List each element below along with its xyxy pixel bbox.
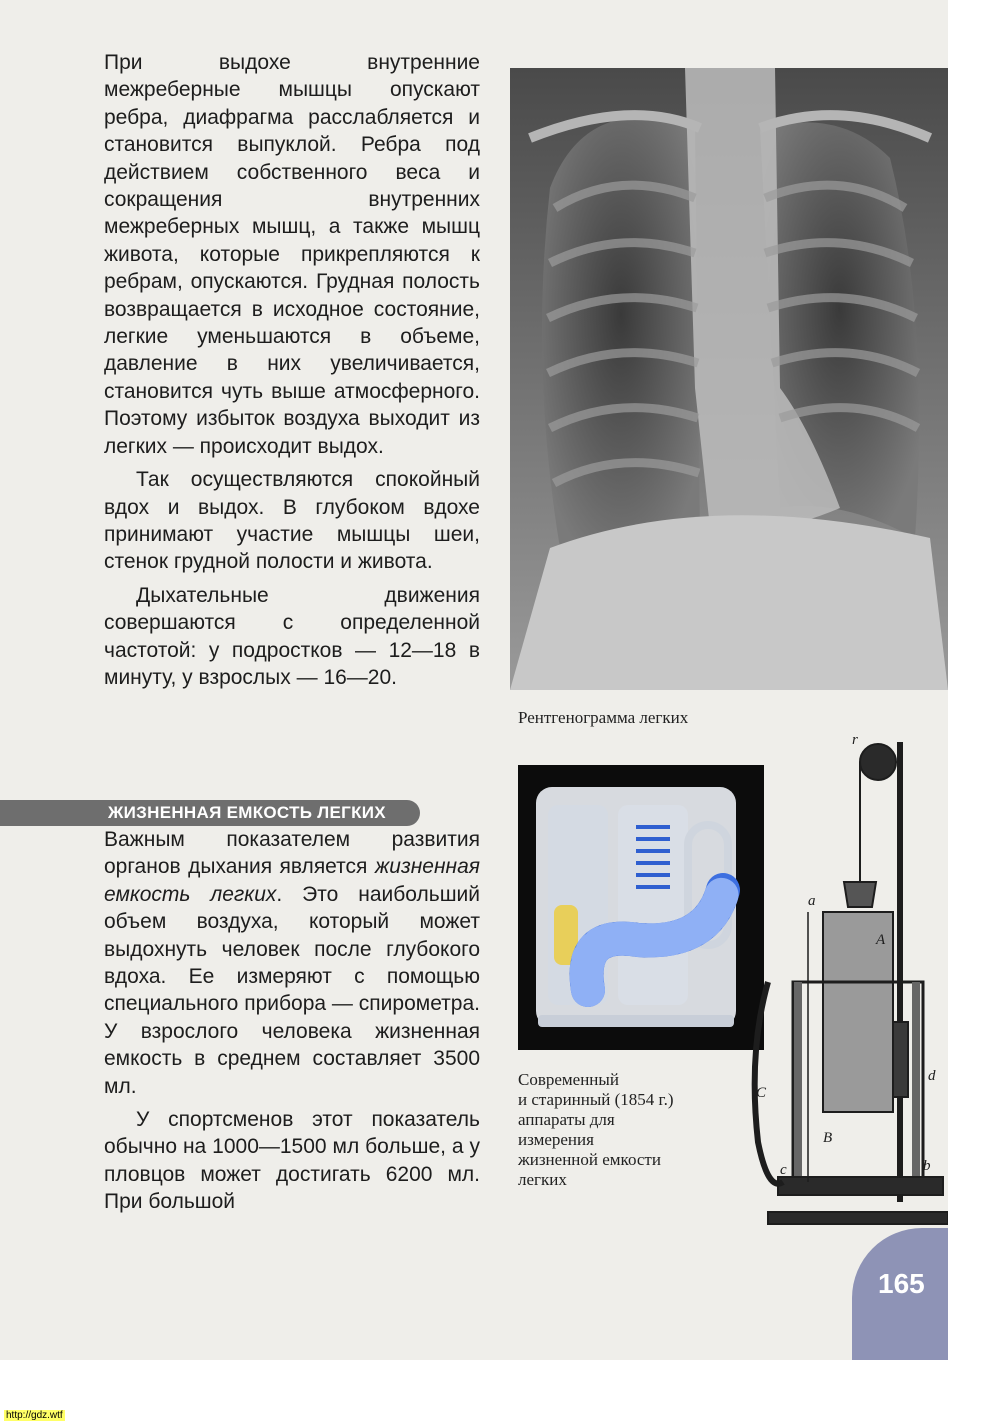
label-c: c xyxy=(780,1162,787,1178)
label-A: A xyxy=(876,932,886,948)
caption-spirometers xyxy=(518,1070,748,1190)
vital-capacity-lead: Важным показателем развития органов дыхания является xyxy=(104,828,480,879)
label-B: B xyxy=(823,1130,833,1146)
page-number: 165 xyxy=(878,1268,925,1299)
caption-xray: Рентгенограмма легких xyxy=(518,708,689,727)
label-b: b xyxy=(923,1158,931,1174)
watermark-link[interactable]: http://gdz.wtf xyxy=(6,1410,63,1421)
caption-line: Современный xyxy=(518,1070,619,1089)
vital-capacity-term: жизненная емкость легких xyxy=(104,855,480,906)
section-heading-bar xyxy=(0,800,420,826)
caption-line: и старинный (1854 г.) xyxy=(518,1090,674,1109)
text-column-bottom xyxy=(104,826,480,1216)
old-spirometer-image xyxy=(748,722,948,1232)
modern-spirometer-drawing xyxy=(518,765,764,1050)
old-spirometer-drawing xyxy=(748,722,948,1232)
vital-capacity-rest: . Это наибольший объем воздуха, который может выдохнуть человек после глубокого вдоха. Ее измеряют с помощью специального прибора — спирометра. У взрослого человека жизненная емкость в среднем составляет 3500 мл. xyxy=(104,882,481,1098)
paragraph-athletes: У спортсменов этот показатель обычно на 1000—1500 мл больше, а у пловцов может достигать 6200 мл. При большой xyxy=(104,1108,480,1214)
caption-line: аппараты для xyxy=(518,1110,615,1129)
paragraph-frequency: Дыхательные движения совершаются с определенной частотой: у подростков — 12—18 в минуту, у взрослых — 16—20. xyxy=(104,583,480,689)
label-a: a xyxy=(808,893,816,909)
caption-line: жизненной емкости xyxy=(518,1150,661,1169)
label-pulley: r xyxy=(852,732,858,748)
caption-line: легких xyxy=(518,1170,567,1189)
section-heading: ЖИЗНЕННАЯ ЕМКОСТЬ ЛЕГКИХ xyxy=(108,803,386,822)
caption-line: измерения xyxy=(518,1130,594,1149)
modern-spirometer-image xyxy=(518,765,764,1050)
paragraph-vital-capacity xyxy=(104,826,480,1100)
chest-xray-drawing xyxy=(510,68,948,690)
chest-xray-image xyxy=(510,68,948,690)
paragraph-exhale: При выдохе внутренние межреберные мышцы опускают ребра, диафрагма расслабляется и становится выпуклой. Ребра под действием собственного веса и сокращения внутренних межреберных мышц, а также мышц живота, которые прикрепляются к ребрам, опускаются. Грудная полость возвращается в исходное состояние, легкие уменьшаются в объеме, давление в них увеличивается, становится чуть выше атмосферного. Поэтому избыток воздуха выходит из легких — происходит выдох. xyxy=(104,51,480,458)
label-d: d xyxy=(928,1068,936,1084)
text-column-top xyxy=(104,49,480,691)
label-C: C xyxy=(756,1085,767,1101)
paragraph-breathing: Так осуществляются спокойный вдох и выдох. В глубоком вдохе принимают участие мышцы шеи, стенок грудной полости и живота. xyxy=(104,468,480,574)
